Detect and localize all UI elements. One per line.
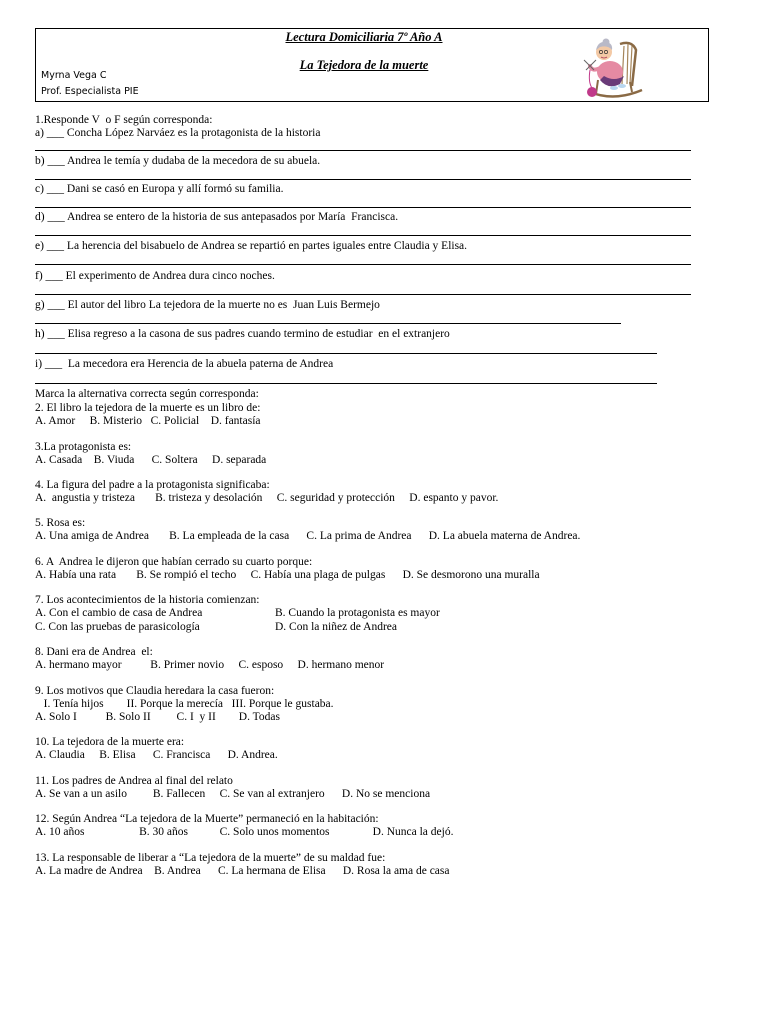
tf-item-a: a) ___ Concha López Narváez es la protagonista de la historia [35, 127, 321, 139]
section1-instruction: 1.Responde V o F según corresponda: [35, 114, 213, 126]
answer-line-f[interactable] [35, 294, 691, 295]
options-7-a[interactable]: A. Con el cambio de casa de Andrea [35, 607, 203, 619]
teacher-name: Prof. Especialista PIE [41, 86, 139, 97]
answer-line-e[interactable] [35, 264, 691, 265]
question-12: 12. Según Andrea “La tejedora de la Muerte” permaneció en la habitación: [35, 813, 379, 825]
question-11: 11. Los padres de Andrea al final del relato [35, 775, 233, 787]
tf-item-h: h) ___ Elisa regreso a la casona de sus padres cuando termino de estudiar en el extranjero [35, 328, 450, 340]
options-8[interactable]: A. hermano mayor B. Primer novio C. esposo D. hermano menor [35, 659, 385, 671]
answer-line-h[interactable] [35, 353, 657, 354]
answer-line-i[interactable] [35, 383, 657, 384]
question-3: 3.La protagonista es: [35, 441, 132, 453]
options-11[interactable]: A. Se van a un asilo B. Fallecen C. Se van al extranjero D. No se menciona [35, 788, 431, 800]
student-name: Myrna Vega C [41, 70, 107, 81]
tf-item-d: d) ___ Andrea se entero de la historia de sus antepasados por María Francisca. [35, 211, 399, 223]
worksheet-title: Lectura Domiciliaria 7º Año A [285, 30, 443, 44]
question-10: 10. La tejedora de la muerte era: [35, 736, 185, 748]
options-6[interactable]: A. Había una rata B. Se rompió el techo C. Había una plaga de pulgas D. Se desmorono una muralla [35, 569, 540, 581]
options-9[interactable]: A. Solo I B. Solo II C. I y II D. Todas [35, 711, 280, 723]
options-7-d[interactable]: D. Con la niñez de Andrea [275, 621, 397, 633]
answer-line-c[interactable] [35, 207, 691, 208]
options-13[interactable]: A. La madre de Andrea B. Andrea C. La hermana de Elisa D. Rosa la ama de casa [35, 865, 450, 877]
options-12[interactable]: A. 10 años B. 30 años C. Solo unos momentos D. Nunca la dejó. [35, 826, 454, 838]
question-5: 5. Rosa es: [35, 517, 86, 529]
options-7-b[interactable]: B. Cuando la protagonista es mayor [275, 607, 440, 619]
tf-item-b: b) ___ Andrea le temía y dudaba de la mecedora de su abuela. [35, 155, 321, 167]
question-6: 6. A Andrea le dijeron que habían cerrado su cuarto porque: [35, 556, 313, 568]
tf-item-i: i) ___ La mecedora era Herencia de la abuela paterna de Andrea [35, 358, 334, 370]
question-8: 8. Dani era de Andrea el: [35, 646, 153, 658]
tf-item-e: e) ___ La herencia del bisabuelo de Andrea se repartió en partes iguales entre Claudia y Elisa. [35, 240, 468, 252]
options-10[interactable]: A. Claudia B. Elisa C. Francisca D. Andrea. [35, 749, 278, 761]
question-9: 9. Los motivos que Claudia heredara la casa fueron: [35, 685, 275, 697]
statements-9: I. Tenía hijos II. Porque la merecía III. Porque le gustaba. [35, 698, 334, 710]
tf-item-c: c) ___ Dani se casó en Europa y allí formó su familia. [35, 183, 284, 195]
options-4[interactable]: A. angustia y tristeza B. tristeza y desolación C. seguridad y protección D. espanto y pavor. [35, 492, 499, 504]
question-7: 7. Los acontecimientos de la historia comienzan: [35, 594, 260, 606]
question-4: 4. La figura del padre a la protagonista significaba: [35, 479, 270, 491]
knitting-grandma-icon [570, 36, 652, 102]
answer-line-d[interactable] [35, 235, 691, 236]
question-13: 13. La responsable de liberar a “La tejedora de la muerte” de su maldad fue: [35, 852, 386, 864]
book-title: La Tejedora de la muerte [299, 58, 429, 72]
answer-line-g[interactable] [35, 323, 621, 324]
options-2[interactable]: A. Amor B. Misterio C. Policial D. fantasía [35, 415, 261, 427]
header-box [35, 28, 709, 102]
answer-line-b[interactable] [35, 179, 691, 180]
tf-item-g: g) ___ El autor del libro La tejedora de la muerte no es Juan Luis Bermejo [35, 299, 380, 311]
answer-line-a[interactable] [35, 150, 691, 151]
options-5[interactable]: A. Una amiga de Andrea B. La empleada de la casa C. La prima de Andrea D. La abuela materna de Andrea. [35, 530, 581, 542]
question-2: 2. El libro la tejedora de la muerte es un libro de: [35, 402, 261, 414]
tf-item-f: f) ___ El experimento de Andrea dura cinco noches. [35, 270, 275, 282]
section2-instruction: Marca la alternativa correcta según corresponda: [35, 388, 259, 400]
options-7-c[interactable]: C. Con las pruebas de parasicología [35, 621, 200, 633]
options-3[interactable]: A. Casada B. Viuda C. Soltera D. separada [35, 454, 267, 466]
